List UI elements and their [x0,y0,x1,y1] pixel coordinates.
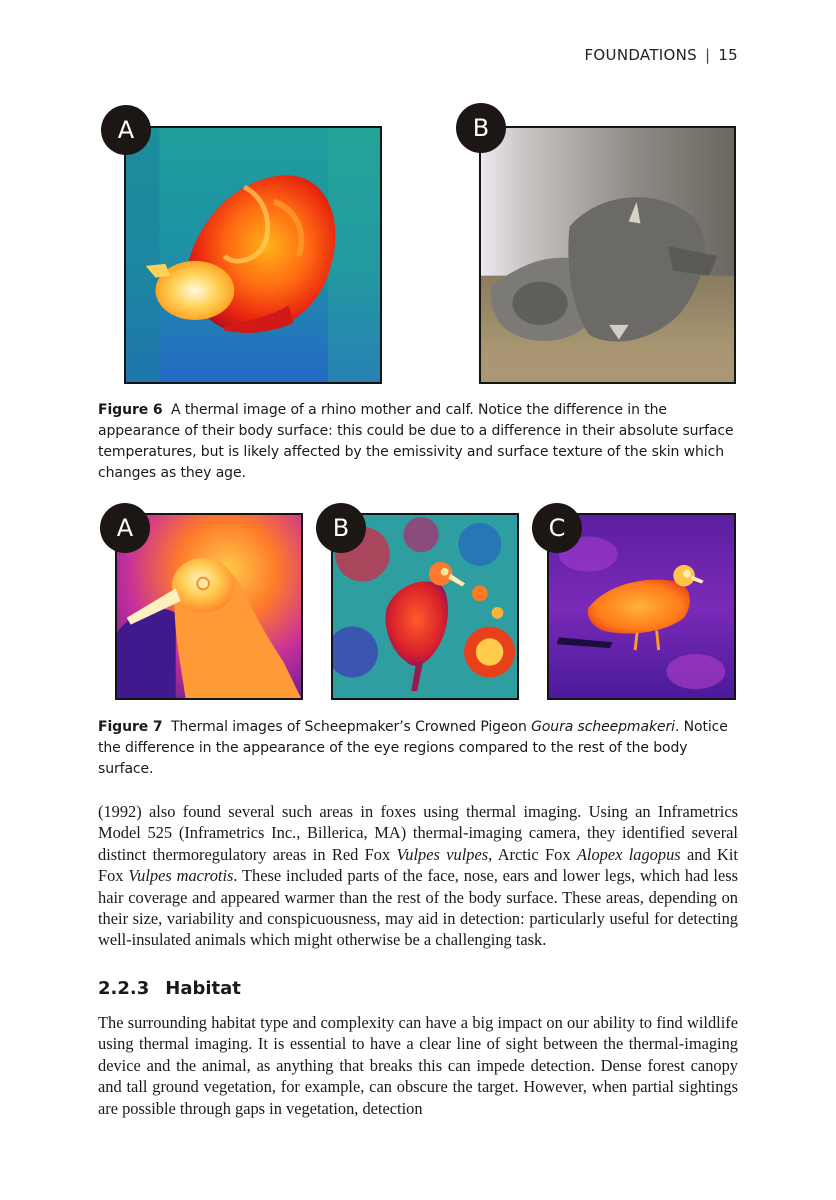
figure7-panel-c-label: C [548,514,566,542]
paragraph1-species2: Alopex lagopus [576,844,681,864]
figure7-panel-b-badge [316,503,366,553]
paragraph1-part1: (1992) also found several such areas in foxes using thermal imaging. Using an Inframetrics Model 525 (Inframetrics Inc., Billerica, MA) thermal-imaging camera, they identified several distinct thermoregulatory areas in Red Fox [98,802,738,864]
body-paragraph-1 [98,801,738,951]
figure6-caption-text: A thermal image of a rhino mother and calf. Notice the difference in the appearance of their body surface: this could be due to a difference in their absolute surface temperatures, but is likely affected by the emissivity and surface texture of the skin which changes as they age. [98,402,734,481]
figure6-panel-b-photo [479,126,736,384]
figure6-caption [98,400,738,484]
running-head-section: FOUNDATIONS [584,46,697,64]
figure6-panel-a-thermal-image [124,126,382,384]
figure6-panel-b-badge [456,103,506,153]
figure6-caption-label: Figure 6 [98,402,163,418]
figure7-caption-text-before: Thermal images of Scheepmaker’s Crowned Pigeon [170,719,532,735]
figure6-panel-a-label: A [117,116,135,144]
figure7-panel-b-label: B [332,514,350,542]
running-head-separator: | [704,46,711,64]
figure7-caption-species: Goura scheepmakeri [531,719,675,735]
body-paragraph-2 [98,1012,738,1119]
paragraph1-part4: . These included parts of the face, nose, ears and lower legs, which had less hair coverage and appeared warmer than the rest of the body surface. These areas, depending on their size, variability and conspicuousness, may aid in detection: particularly useful for detecting well-insulated animals which might otherwise be a challenging task. [98,866,739,950]
figure6-panel-b-label: B [472,114,490,142]
figure7-caption [98,717,738,780]
figure7-panel-a-label: A [116,514,134,542]
figure6-panel-a-badge [101,105,151,155]
photo-rhino-image [481,128,734,382]
section-number: 2.2.3 [98,978,150,999]
paragraph1-species1: Vulpes vulpes [396,844,489,864]
section-heading [98,978,241,999]
thermal-rhino-image [126,128,380,382]
figure7-panel-a-badge [100,503,150,553]
paragraph2-text: The surrounding habitat type and complexity can have a big impact on our ability to find wildlife using thermal imaging. It is essential to have a clear line of sight between the thermal-imaging device and the animal, as anything that breaks this can impede detection. Dense forest canopy and tall ground vegetation, for example, can obscure the target. However, when partial sightings are possible through gaps in vegetation, detection [98,1013,738,1118]
running-head [585,46,739,64]
paragraph1-part3: and Kit Fox [98,844,738,886]
figure7-caption-text-after: . Notice the difference in the appearance of the eye regions compared to the rest of the body surface. [98,719,728,777]
section-title: Habitat [165,978,241,999]
paragraph1-part2: , Arctic Fox [488,844,577,864]
paragraph1-species3: Vulpes macrotis [128,866,234,886]
page-number: 15 [718,46,738,64]
figure7-panel-c-badge [532,503,582,553]
figure7-caption-label: Figure 7 [98,719,163,735]
